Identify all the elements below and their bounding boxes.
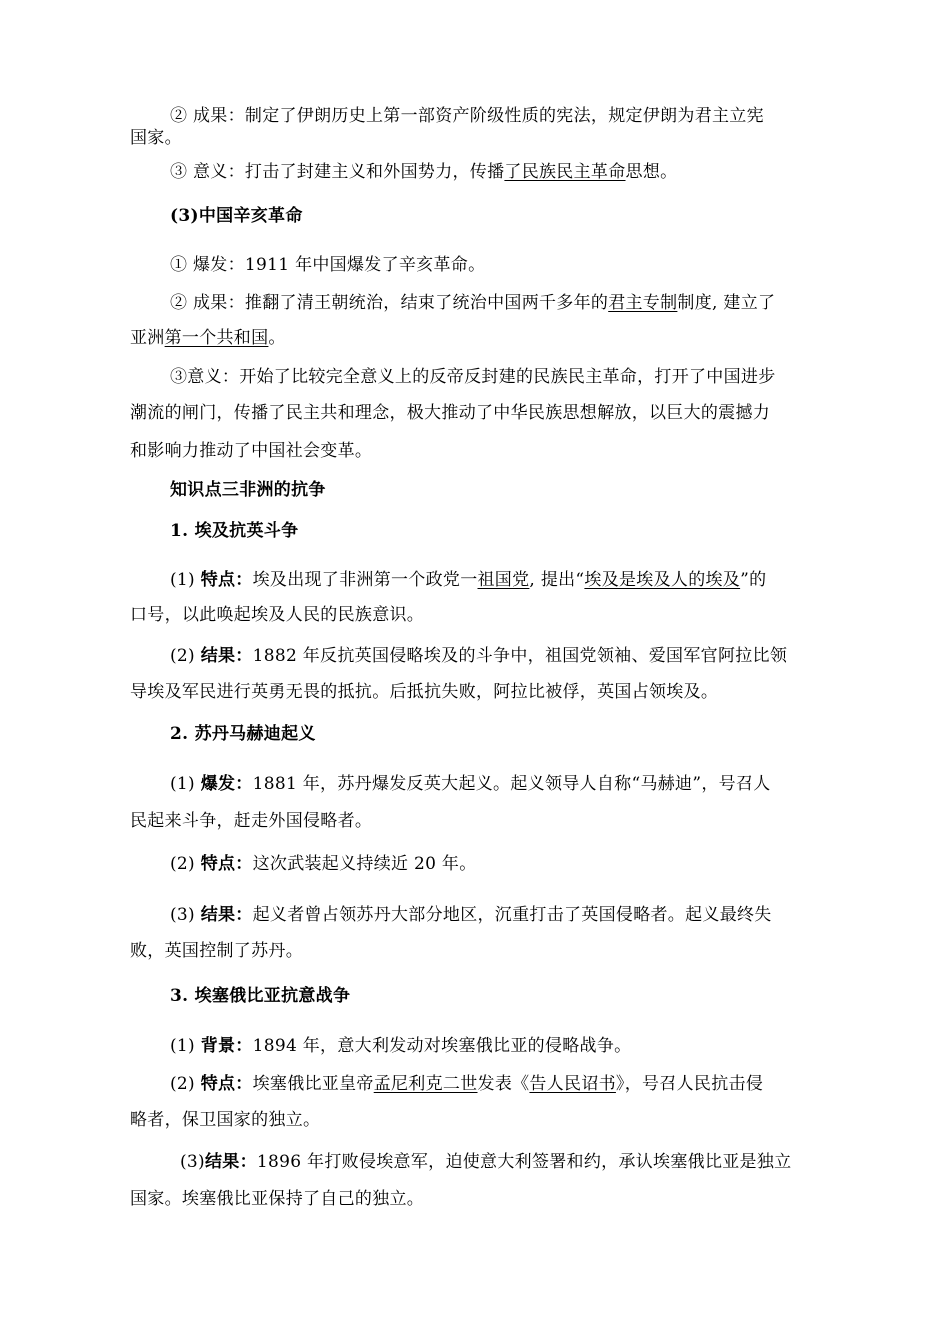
heading-text: 知识点三非洲的抗争 xyxy=(170,480,326,500)
xinhai-significance-line-3 xyxy=(130,439,372,463)
heading-text: 3. 埃塞俄比亚抗意战争 xyxy=(170,986,351,1006)
item-label: 背景： xyxy=(200,1036,253,1056)
item-label: 爆发： xyxy=(200,774,253,794)
item-number: (2) xyxy=(170,854,201,874)
heading-text: 1. 埃及抗英斗争 xyxy=(170,521,299,541)
text-span: 1896 年打败侵埃意军，迫使意大利签署和约，承认埃塞俄比亚是独立 xyxy=(256,1152,792,1172)
item-label: 特点： xyxy=(200,854,253,874)
underlined-term: 孟尼利克二世 xyxy=(373,1074,478,1094)
xinhai-result-line-2 xyxy=(130,326,286,350)
iran-result-line-2 xyxy=(130,126,182,150)
iran-result-line-1 xyxy=(170,104,764,128)
sudan-outbreak-line-2 xyxy=(130,809,372,833)
xinhai-significance-line-1 xyxy=(170,365,776,389)
ethiopia-background-line xyxy=(170,1034,631,1058)
egypt-feature-line-1 xyxy=(170,568,766,592)
text-span: ”的 xyxy=(740,570,767,590)
egypt-feature-line-2 xyxy=(130,603,424,627)
text-span: 》，号召人民抗击侵 xyxy=(615,1074,764,1094)
heading-egypt xyxy=(170,519,298,543)
item-number: (3) xyxy=(180,1152,205,1172)
text-span: 制度, 建立了 xyxy=(677,293,776,313)
ethiopia-result-line-1 xyxy=(180,1150,791,1174)
item-label: 结果： xyxy=(204,1152,257,1172)
egypt-result-line-2 xyxy=(130,680,718,704)
text-span: 这次武装起义持续近 20 年。 xyxy=(252,854,477,874)
underlined-term: 告人民诏书 xyxy=(529,1074,616,1094)
item-number: (1) xyxy=(170,774,201,794)
heading-xinhai-revolution xyxy=(170,204,303,228)
xinhai-significance-line-2 xyxy=(130,401,770,425)
text-span: 潮流的闸门，传播了民主共和理念，极大推动了中华民族思想解放，以巨大的震撼力 xyxy=(130,403,771,423)
text-span: 埃塞俄比亚皇帝 xyxy=(252,1074,374,1094)
heading-sudan xyxy=(170,722,316,746)
text-span: 1881 年，苏丹爆发反英大起义。起义领导人自称“马赫迪”，号召人 xyxy=(252,774,771,794)
text-span: 国家。 xyxy=(130,128,182,148)
item-number: (2) xyxy=(170,646,201,666)
text-span: 思想。 xyxy=(625,162,678,182)
ethiopia-feature-line-2 xyxy=(130,1108,320,1132)
item-label: 特点： xyxy=(200,570,253,590)
text-span: 发表《 xyxy=(477,1074,530,1094)
text-span: 国家。埃塞俄比亚保持了自己的独立。 xyxy=(130,1189,425,1209)
text-span: 亚洲 xyxy=(130,328,165,348)
text-span: ② 成果：推翻了清王朝统治，结束了统治中国两千多年的 xyxy=(170,293,609,313)
item-number: (1) xyxy=(170,1036,201,1056)
text-span: ③ 意义：打击了封建主义和外国势力，传播 xyxy=(170,162,505,182)
heading-text: (3)中国辛亥革命 xyxy=(170,206,303,226)
text-span: ① 爆发：1911 年中国爆发了辛亥革命。 xyxy=(170,255,486,275)
text-span: 导埃及军民进行英勇无畏的抵抗。后抵抗失败，阿拉比被俘，英国占领埃及。 xyxy=(130,682,719,702)
text-span: 口号，以此唤起埃及人民的民族意识。 xyxy=(130,605,425,625)
text-span: 。 xyxy=(268,328,286,348)
heading-africa-struggle xyxy=(170,478,326,502)
text-span: ③意义：开始了比较完全意义上的反帝反封建的民族民主革命，打开了中国进步 xyxy=(170,367,776,387)
underlined-term: 祖国党 xyxy=(477,570,530,590)
item-label: 特点： xyxy=(200,1074,253,1094)
sudan-result-line-2 xyxy=(130,939,303,963)
sudan-feature-line xyxy=(170,852,477,876)
egypt-result-line-1 xyxy=(170,644,787,668)
underlined-term: 了民族民主革命 xyxy=(504,162,626,182)
item-number: (1) xyxy=(170,570,201,590)
underlined-term: 君主专制 xyxy=(608,293,678,313)
text-span: 起义者曾占领苏丹大部分地区，沉重打击了英国侵略者。起义最终失 xyxy=(252,905,772,925)
heading-ethiopia xyxy=(170,984,350,1008)
iran-significance-line xyxy=(170,160,677,184)
text-span: 1882 年反抗英国侵略埃及的斗争中，祖国党领袖、爱国军官阿拉比领 xyxy=(252,646,788,666)
heading-text: 2. 苏丹马赫迪起义 xyxy=(170,724,316,744)
text-span: 埃及出现了非洲第一个政党一 xyxy=(252,570,478,590)
item-label: 结果： xyxy=(200,905,253,925)
xinhai-result-line-1 xyxy=(170,291,775,315)
sudan-outbreak-line-1 xyxy=(170,772,771,796)
text-span: , 提出“ xyxy=(529,570,585,590)
text-span: 败，英国控制了苏丹。 xyxy=(130,941,303,961)
underlined-term: 第一个共和国 xyxy=(164,328,269,348)
xinhai-outbreak-line xyxy=(170,253,485,277)
underlined-term: 埃及是埃及人的埃及 xyxy=(584,570,741,590)
ethiopia-feature-line-1 xyxy=(170,1072,763,1096)
text-span: 民起来斗争，赶走外国侵略者。 xyxy=(130,811,373,831)
text-span: 和影响力推动了中国社会变革。 xyxy=(130,441,373,461)
text-span: ② 成果：制定了伊朗历史上第一部资产阶级性质的宪法，规定伊朗为君主立宪 xyxy=(170,106,764,126)
item-number: (3) xyxy=(170,905,201,925)
text-span: 1894 年，意大利发动对埃塞俄比亚的侵略战争。 xyxy=(252,1036,632,1056)
sudan-result-line-1 xyxy=(170,903,772,927)
ethiopia-result-line-2 xyxy=(130,1187,424,1211)
text-span: 略者，保卫国家的独立。 xyxy=(130,1110,321,1130)
item-number: (2) xyxy=(170,1074,201,1094)
item-label: 结果： xyxy=(200,646,253,666)
